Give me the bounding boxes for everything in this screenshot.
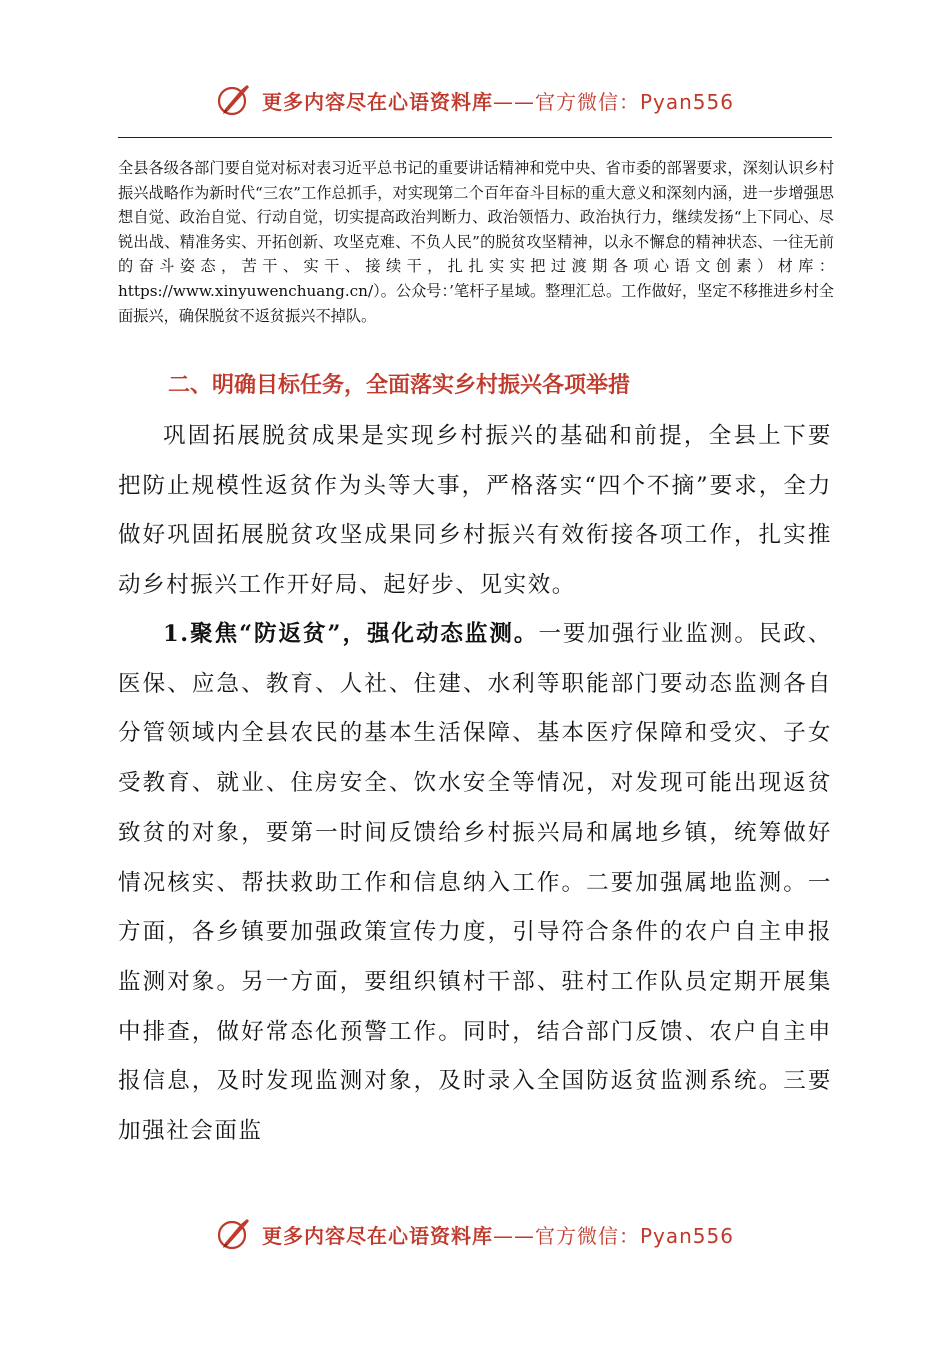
wechat-text: 官方微信：Pyan556: [534, 1223, 734, 1248]
paragraph-2-text: 一要加强行业监测。民政、医保、应急、教育、人社、住建、水利等职能部门要动态监测各自分管领域内全县农民的基本生活保障、基本医疗保障和受灾、子女受教育、就业、住房安全、饮水安全等情况，对发现可能出现返贫致贫的对象，要第一时间反馈给乡村振兴局和属地乡镇，统筹做好情况核实、帮扶救助工作和信息纳入工作。二要加强属地监测。一方面，各乡镇要加强政策宣传力度，引导符合条件的农户自主申报监测对象。另一方面，要组织镇村干部、驻村工作队员定期开展集中排查，做好常态化预警工作。同时，结合部门反馈、农户自主申报信息，及时发现监测对象，及时录入全国防返贫监测系统。三要加强社会面监: [118, 621, 833, 1145]
section-heading: 二、明确目标任务，全面落实乡村振兴各项举措: [168, 373, 631, 398]
quill-pen-logo-icon: [216, 82, 252, 118]
quill-pen-logo-icon: [216, 1216, 252, 1252]
banner-text: [262, 1220, 734, 1249]
banner-dash: ——: [492, 1223, 535, 1248]
paragraph-lead-heading: 1.聚焦“防返贫”，强化动态监测。: [163, 621, 539, 647]
banner-text: [262, 86, 734, 115]
header-banner: [0, 78, 950, 122]
wechat-text: 官方微信：Pyan556: [534, 89, 734, 114]
body-paragraph-2: [118, 610, 832, 1157]
intro-paragraph: 全县各级各部门要自觉对标对表习近平总书记的重要讲话精神和党中央、省市委的部署要求，深刻认识乡村振兴战略作为新时代“三农”工作总抓手，对实现第二个百年奋斗目标的重大意义和深刻内涵，进一步增强思想自觉、政治自觉、行动自觉，切实提高政治判断力、政治领悟力、政治执行力，继续发扬“上下同心、尽锐出战、精准务实、开拓创新、攻坚克难、不负人民”的脱贫攻坚精神，以永不懈怠的精神状态、一往无前的奋斗姿态，苦干、实干、接续干，扎扎实实把过渡期各项心语文创素）材库：https://www.xinyuwenchuang.cn/）。公众号：’笔杆子星域。整理汇总。工作做好，坚定不移推进乡村全面振兴，确保脱贫不返贫振兴不掉队。: [118, 159, 834, 325]
body-paragraph-1: 巩固拓展脱贫成果是实现乡村振兴的基础和前提，全县上下要把防止规模性返贫作为头等大事，严格落实“四个不摘”要求，全力做好巩固拓展脱贫攻坚成果同乡村振兴有效衔接各项工作，扎实推动乡村振兴工作开好局、起好步、见实效。: [118, 423, 832, 599]
header-divider: [118, 137, 832, 138]
brand-text: 更多内容尽在心语资料库: [261, 1223, 493, 1248]
brand-text: 更多内容尽在心语资料库: [261, 89, 493, 114]
banner-dash: ——: [492, 89, 535, 114]
footer-banner: [0, 1212, 950, 1256]
